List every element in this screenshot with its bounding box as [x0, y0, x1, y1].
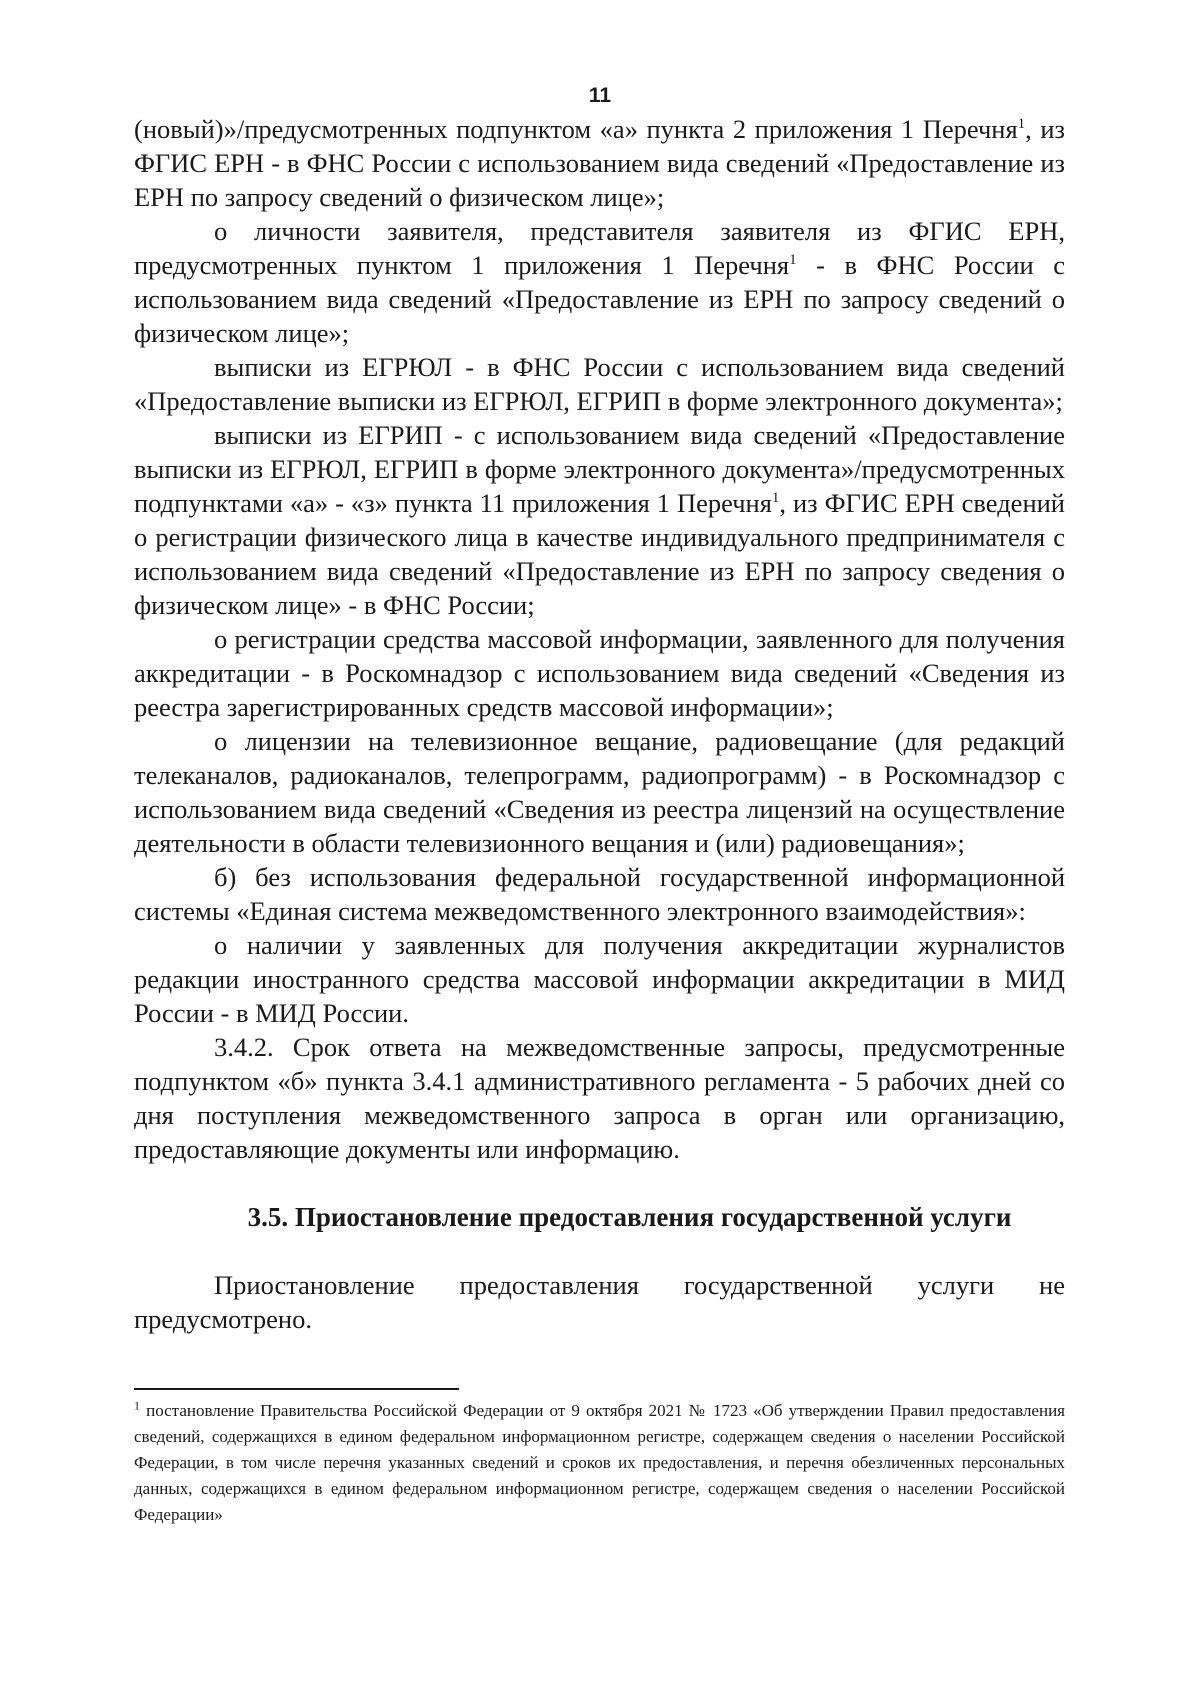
- page-number: 11: [588, 84, 612, 107]
- footnote-text: постановление Правительства Российской Федерации от 9 октября 2021 № 1723 «Об утверждении Правил предоставления сведений, содержащихся в едином федеральном информационном регистре, содержащем сведения о населении Российской Федерации, в том числе перечня указанных сведений и сроков их предоставления, и перечня обезличенных персональных данных, содержащихся в едином федеральном информационном регистре, содержащем сведения о населении Российской Федерации»: [134, 1401, 1065, 1524]
- footnote: [134, 1398, 1065, 1528]
- footnote-reference: 1: [1017, 116, 1026, 133]
- footnote-reference: 1: [789, 252, 797, 269]
- footnote-marker: 1: [134, 1398, 140, 1413]
- section-heading: 3.5. Приостановление предоставления государственной услуги: [247, 1202, 1012, 1232]
- paragraph-text: о личности заявителя, представителя заявителя из ФГИС ЕРН, предусмотренных пунктом 1 приложения 1 Перечня: [134, 216, 1065, 280]
- paragraph-text: , из ФГИС ЕРН - в ФНС России с использованием вида сведений «Предоставление из ЕРН по запросу сведений о физическом лице»;: [134, 114, 1065, 212]
- footnote-divider: [134, 1388, 459, 1390]
- paragraph: выписки из ЕГРЮЛ - в ФНС России с использованием вида сведений «Предоставление выписки из ЕГРЮЛ, ЕГРИП в форме электронного документа»;: [134, 352, 1065, 416]
- paragraph: б) без использования федеральной государственной информационной системы «Единая система межведомственного электронного взаимодействия»:: [134, 862, 1065, 926]
- paragraph-text: , из ФГИС ЕРН сведений о регистрации физического лица в качестве индивидуального предпринимателя с использованием вида сведений «Предоставление из ЕРН по запросу сведения о физическом лице» - в ФНС России;: [134, 488, 1065, 620]
- paragraph: о наличии у заявленных для получения аккредитации журналистов редакции иностранного средства массовой информации аккредитации в МИД России - в МИД России.: [134, 930, 1065, 1028]
- footnote-reference: 1: [771, 490, 780, 507]
- paragraph: [134, 112, 1065, 214]
- paragraph: о регистрации средства массовой информации, заявленного для получения аккредитации - в Роскомнадзор с использованием вида сведений «Сведения из реестра зарегистрированных средств массовой информации»;: [134, 624, 1065, 722]
- paragraph: о лицензии на телевизионное вещание, радиовещание (для редакций телеканалов, радиоканалов, телепрограмм, радиопрограмм) - в Роскомнадзор с использованием вида сведений «Сведения из реестра лицензий на осуществление деятельности в области телевизионного вещания и (или) радиовещания»;: [134, 726, 1065, 858]
- paragraph: 3.4.2. Срок ответа на межведомственные запросы, предусмотренные подпунктом «б» пункта 3.4.1 административного регламента - 5 рабочих дней со дня поступления межведомственного запроса в орган или организацию, предоставляющие документы или информацию.: [134, 1032, 1065, 1164]
- paragraph: [134, 418, 1065, 622]
- paragraph: Приостановление предоставления государственной услуги не предусмотрено.: [134, 1270, 1065, 1334]
- paragraph-text: - в ФНС России с использованием вида сведений «Предоставление из ЕРН по запросу сведений о физическом лице»;: [134, 250, 1065, 348]
- document-body: [134, 112, 1065, 1336]
- paragraph: [134, 214, 1065, 350]
- paragraph-text: (новый)»/предусмотренных подпунктом «а» пункта 2 приложения 1 Перечня: [134, 114, 1018, 144]
- paragraph-text: выписки из ЕГРИП - с использованием вида сведений «Предоставление выписки из ЕГРЮЛ, ЕГРИП в форме электронного документа»/предусмотренных подпунктами «а» - «з» пункта 11 приложения 1 Перечня: [134, 420, 1065, 518]
